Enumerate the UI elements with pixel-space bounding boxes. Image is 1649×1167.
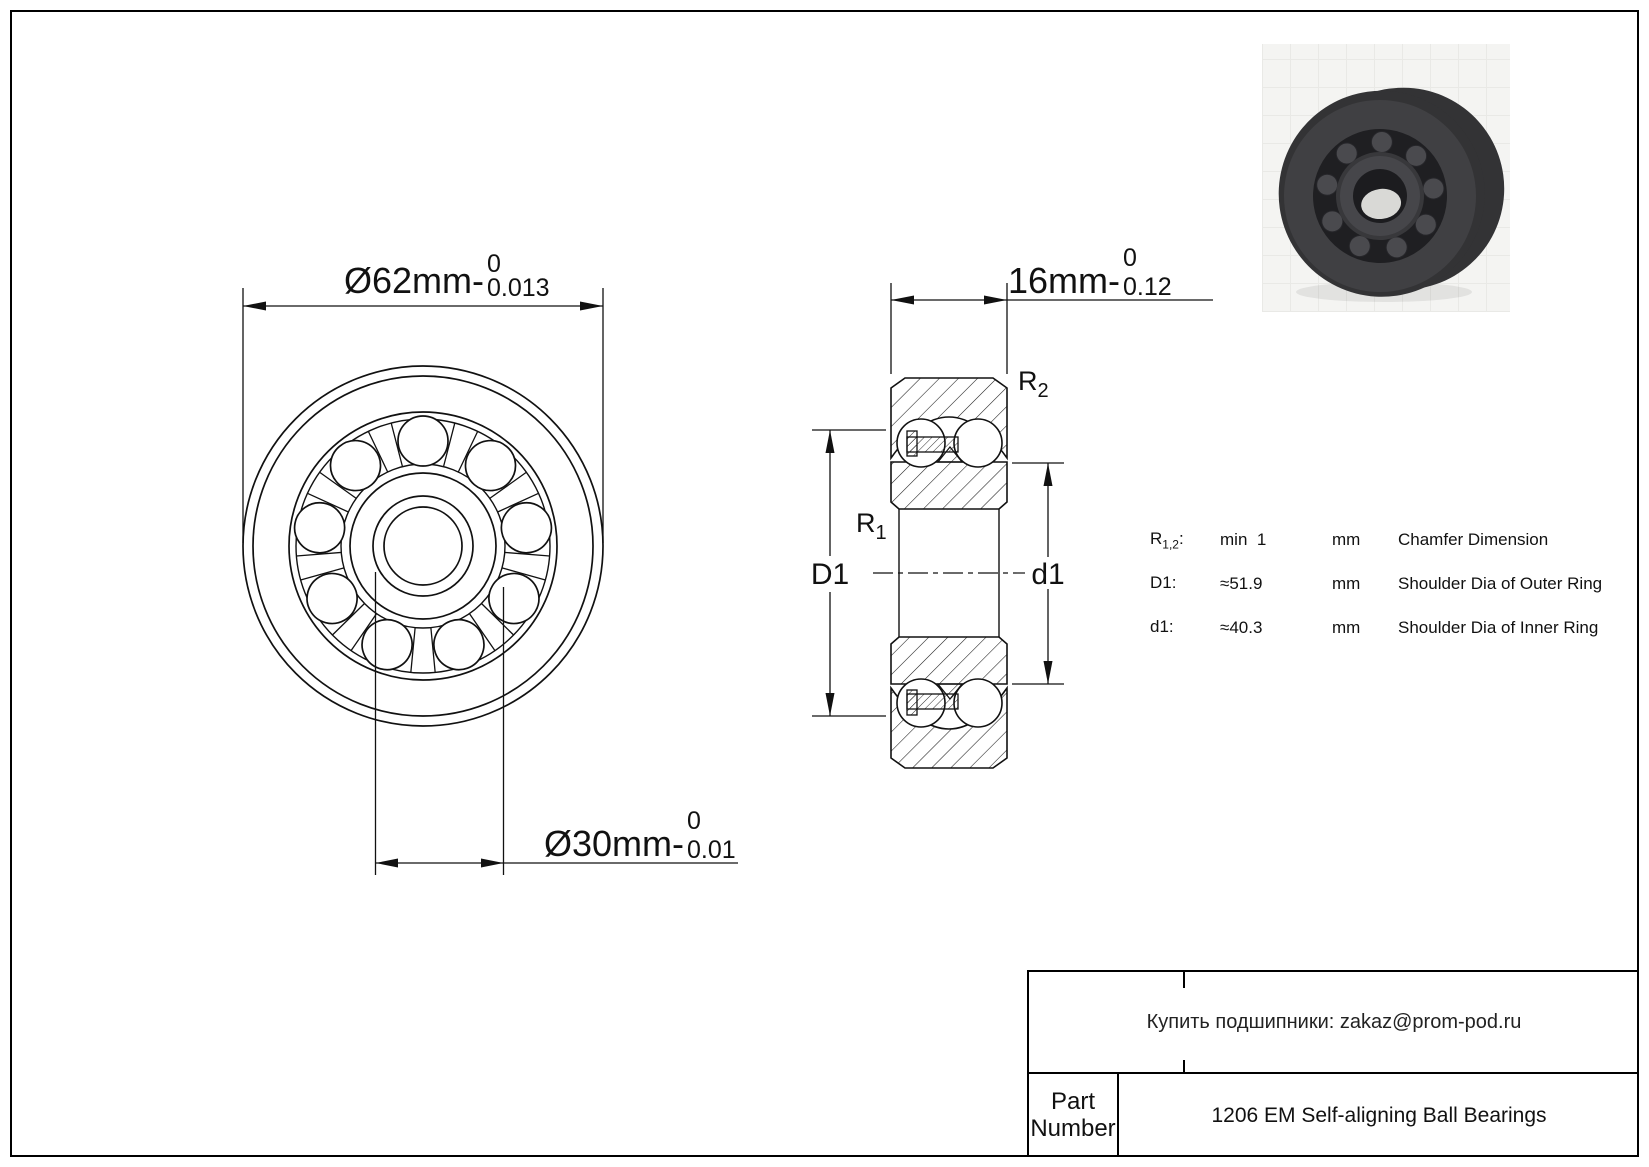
D1-label: D1 [810,558,850,591]
spec-value: min 1 [1220,530,1267,549]
arrow-up-icon [1044,463,1053,486]
spec-row-outer-shoulder [1150,562,1620,606]
spec-unit: mm [1332,530,1361,549]
fold-tick-middle [1183,1060,1185,1074]
part-number-label: Part Number [1030,1087,1116,1142]
bore-tolerance-upper: 0 [687,807,701,835]
bore-tolerance-lower: 0.01 [687,836,736,864]
r1-label: $R_1$ [856,508,887,544]
arrow-right-icon [481,859,504,868]
spec-unit: mm [1332,618,1361,637]
section-view [873,378,1025,768]
spec-row-chamfer [1150,518,1620,562]
arrow-right-icon [580,302,603,311]
contact-text: Купить подшипники: zakaz@prom-pod.ru [1146,1010,1522,1033]
spec-desc: Shoulder Dia of Outer Ring [1398,574,1603,593]
spec-desc: Shoulder Dia of Inner Ring [1398,618,1599,637]
inner-ring-top-section [891,462,1007,509]
front-view [243,366,603,726]
spec-row-inner-shoulder [1150,606,1620,650]
part-number-value-cell [1119,1074,1639,1157]
arrow-down-icon [1044,661,1053,684]
spec-table [1150,518,1620,650]
od-value: Ø62mm- [343,260,484,301]
fold-tick-top [1183,972,1185,988]
spec-desc: Chamfer Dimension [1398,530,1549,549]
width-dimension-text [1008,244,1172,301]
spec-param: d1: [1150,616,1174,636]
part-number-value: 1206 EM Self-aligning Ball Bearings [1211,1103,1547,1127]
spec-param: $R_{1,2}$: [1150,528,1184,552]
spec-unit: mm [1332,574,1361,593]
arrow-down-icon [826,693,835,716]
inner-shoulder-circle [373,496,473,596]
title-block [1027,970,1639,1157]
contact-cell [1029,972,1639,1074]
od-tolerance-upper: 0 [487,250,501,278]
bore-value: Ø30mm- [543,823,684,864]
arrow-up-icon [826,430,835,453]
arrow-left-icon [243,302,266,311]
front-view-balls [291,416,556,677]
bore-circle [384,507,462,585]
arrow-left-icon [891,296,914,305]
spec-value: ≈51.9 [1220,574,1263,593]
arrow-left-icon [376,859,399,868]
inner-race-circle [350,473,496,619]
bearing-photo-render [1262,44,1510,312]
product-photo [1262,44,1510,312]
part-number-label-cell [1029,1074,1119,1157]
arrow-right-icon [984,296,1007,305]
od-tolerance-lower: 0.013 [487,274,550,302]
width-value: 16mm- [1007,260,1120,301]
d1-label: d1 [1031,558,1065,591]
spec-value: ≈40.3 [1220,618,1263,637]
bearing-3d [1265,75,1510,310]
bore-dimension-text [544,807,736,864]
width-tolerance-upper: 0 [1123,244,1137,272]
inner-ring-bottom-section [891,637,1007,684]
r2-label: $R_2$ [1018,366,1049,402]
width-tolerance-lower: 0.12 [1123,273,1172,301]
spec-param: D1: [1150,572,1177,592]
od-dimension-text [344,250,550,302]
